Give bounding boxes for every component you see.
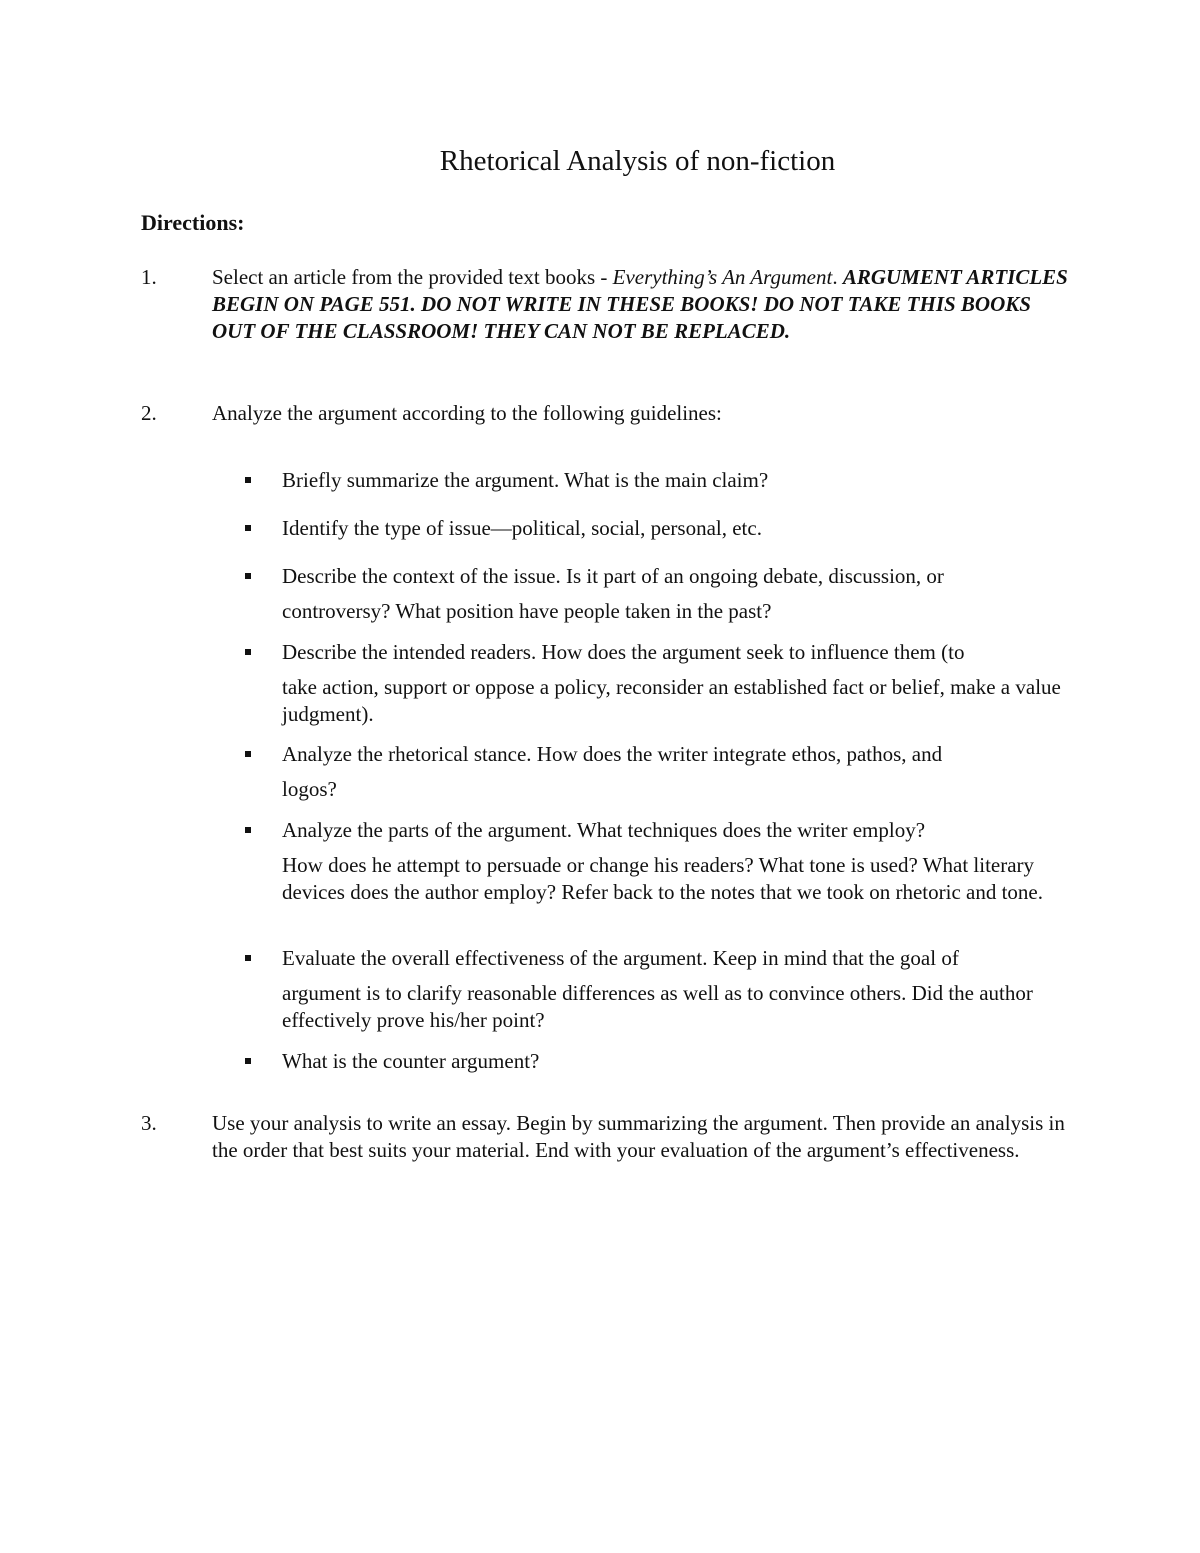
guideline-text: Describe the intended readers. How does the argument seek to influence them (to — [282, 640, 965, 664]
item-text-after: . — [832, 265, 843, 289]
item-number: 3. — [141, 1111, 157, 1135]
bullet-square-icon — [245, 751, 251, 757]
guideline-text-continued: take action, support or oppose a policy, reconsider an established fact or belief, make a value judgment). — [282, 675, 1061, 726]
guideline-text: Evaluate the overall effectiveness of the argument. Keep in mind that the goal of — [282, 946, 959, 970]
guideline-text-continued: logos? — [282, 777, 337, 801]
item-number: 2. — [141, 401, 157, 425]
guideline-text-continued: argument is to clarify reasonable differences as well as to convince others. Did the author effectively prove his/her point? — [282, 981, 1033, 1032]
guideline-text: What is the counter argument? — [282, 1049, 540, 1073]
guideline-text-continued: controversy? What position have people taken in the past? — [282, 599, 772, 623]
item-body — [212, 264, 1072, 345]
document-title: Rhetorical Analysis of non-fiction — [439, 145, 836, 177]
bullet-square-icon — [245, 573, 251, 579]
item-text: Select an article from the provided text books - — [212, 265, 613, 289]
bullet-square-icon — [245, 955, 251, 961]
guideline-text: Identify the type of issue—political, social, personal, etc. — [282, 516, 762, 540]
guideline-text: Describe the context of the issue. Is it part of an ongoing debate, discussion, or — [282, 564, 944, 588]
bullet-square-icon — [245, 649, 251, 655]
bullet-square-icon — [245, 1058, 251, 1064]
guideline-text: Analyze the rhetorical stance. How does the writer integrate ethos, pathos, and — [282, 742, 943, 766]
guideline-text: Briefly summarize the argument. What is the main claim? — [282, 468, 769, 492]
item-body: Analyze the argument according to the following guidelines: — [212, 401, 722, 425]
item-body: Use your analysis to write an essay. Begin by summarizing the argument. Then provide an analysis in the order that best suits your material. End with your evaluation of the argument’s effectiveness. — [212, 1111, 1065, 1162]
guideline-text-continued: How does he attempt to persuade or change his readers? What tone is used? What literary devices does the author employ? Refer back to the notes that we took on rhetoric and tone. — [282, 853, 1044, 904]
item-number: 1. — [141, 265, 157, 289]
book-title: Everything’s An Argument — [612, 265, 833, 289]
guideline-text: Analyze the parts of the argument. What techniques does the writer employ? — [282, 818, 926, 842]
bullet-square-icon — [245, 477, 251, 483]
warning-text: ARGUMENT ARTICLES BEGIN ON PAGE 551. DO NOT WRITE IN THESE BOOKS! DO NOT TAKE THIS BOOKS OUT OF THE CLASSROOM! THEY CAN NOT BE REPLACED. — [212, 265, 1068, 343]
directions-heading: Directions: — [141, 210, 245, 235]
bullet-square-icon — [245, 827, 251, 833]
bullet-square-icon — [245, 525, 251, 531]
